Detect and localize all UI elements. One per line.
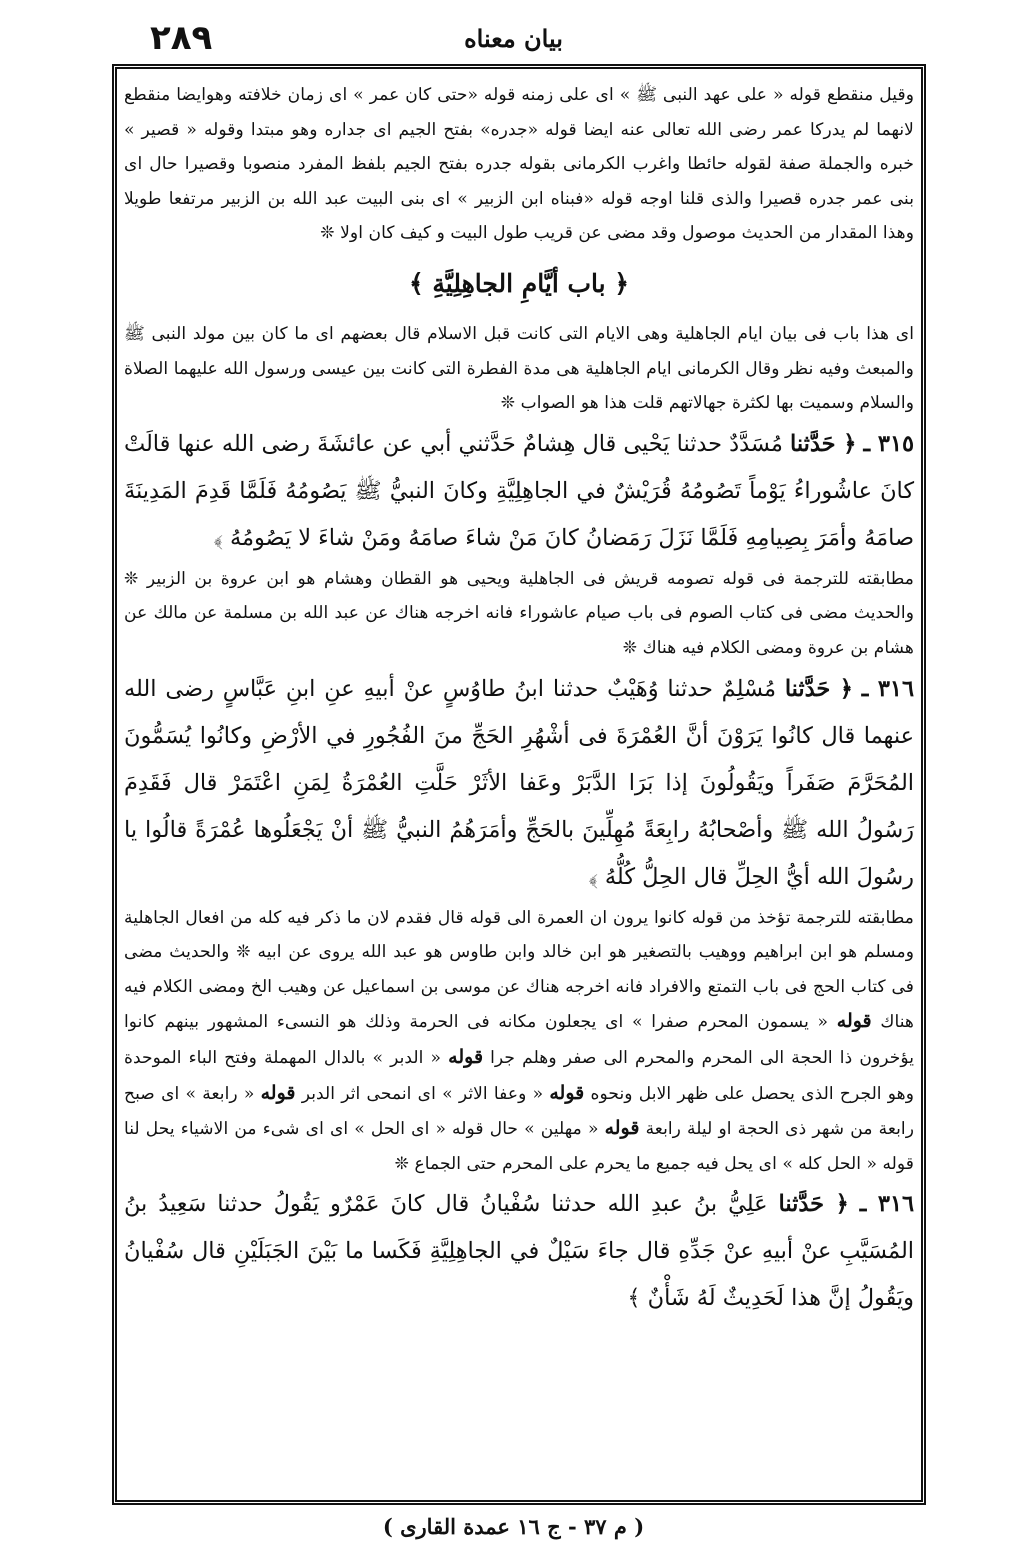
commentary-text: مطابقته للترجمة تؤخذ من قوله كانوا يرون ان العمرة الى قوله قال فقدم لان ما ذكر فيه كله من افعال الجاهلية ومسلم هو ابن ابراهيم ووهيب بالتصغير هو ابن خالد وابن طاوس هو عبد الله يروى عن ابيه ❊ والحديث مضى فى كتاب الحج فى باب التمتع والافراد فانه اخرجه هناك عن موسى بن اسماعيل عن وهيب الخ ومضى الكلام فيه هناك (124, 907, 914, 1033)
page-header (0, 14, 1027, 64)
commentary-paragraph: وقيل منقطع قوله « على عهد النبى ﷺ » اى على زمنه قوله «حتى كان عمر » اى زمان خلافته وهوايضا منقطع لانهما لم يدركا عمر رضى الله تعالى عنه ايضا قوله «جدره» بفتح الجيم اى جداره وهو مبتدا وقوله « قصير » خبره والجملة صفة لقوله حائطا واغرب الكرمانى بقوله جدره بفتح الجيم بلفظ المفرد منصوبا وقصيرا حال اى بنى عمر جدره قصيرا والذى قلنا اوجه قوله «فبناه ابن الزبير » اى بنى البيت عبد الله بن الزبير مرتفعا طويلا وهذا المقدار من الحديث موصول وقد مضى عن قريب طول البيت و كيف كان اولا ❊ (124, 85, 914, 244)
hadith-text: مُسْلِمٌ حدثنا وُهَيْبٌ حدثنا ابنُ طاوُسٍ عنْ أبيهِ عنِ ابنِ عَبَّاسٍ رضى الله عنهما قال كانُوا يَرَوْنَ أنَّ العُمْرَةَ فى أشْهُرِ الحَجِّ منَ الفُجُورِ في الأرْضِ وكانُوا يُسَمُّونَ المُحَرَّمَ صَفَراً ويَقُولُونَ إذا بَرَا الدَّبَرْ وعَفا الأثَرْ حَلَّتِ العُمْرَةُ لِمَنِ اعْتَمَرْ قال فَقَدِمَ رَسُولُ الله ﷺ وأصْحابُهُ رابِعَةً مُهِلِّينَ بالحَجِّ وأمَرَهُمُ النبيُّ ﷺ أنْ يَجْعَلُوها عُمْرَةً قالُوا يا رسُولَ الله أيُّ الحِلِّ قال الحِلُّ كُلُّهُ ﴾ (124, 675, 914, 890)
hadith-316 (124, 666, 914, 901)
commentary-text: « وعفا الاثر » اى انمحى اثر الدبر (301, 1083, 544, 1104)
commentary-paragraph (124, 901, 914, 1182)
qawlahu-label: قوله (260, 1081, 296, 1104)
commentary-text: « الدبر » بالدال المهملة وفتح الباء الموحدة وهو الجرح الذى يحصل على ظهر الابل ونحوه (124, 1047, 915, 1104)
hadith-opening: ﴿ حَدَّثنا (784, 675, 853, 702)
commentary-text: « يسمون المحرم صفرا » اى يجعلون مكانه فى الحرمة وذلك هو النسىء المشهور بينهم كانوا يؤخرون ذا الحجة الى المحرم والمحرم الى صفر وهلم جرا (124, 1012, 915, 1068)
page-footer: ( م ٣٧ - ج ١٦ عمدة القارى ) (382, 1514, 645, 1539)
chapter-heading: ﴿ باب أيَّامِ الجاهِلِيَّةِ ﴾ (409, 268, 629, 298)
commentary-paragraph: مطابقته للترجمة فى قوله تصومه قريش فى الجاهلية ويحيى هو القطان وهشام هو ابن عروة بن الزبير ❊ والحديث مضى فى كتاب الصوم فى باب صيام عاشوراء فانه اخرجه هناك عن عبد الله بن مسلمة عن مالك عن هشام بن عروة ومضى الكلام فيه هناك ❊ (124, 568, 914, 658)
commentary-paragraph: اى هذا باب فى بيان ايام الجاهلية وهى الايام التى كانت قبل الاسلام قال بعضهم اى ما كان بين مولد النبى ﷺ والمبعث وفيه نظر وقال الكرمانى ايام الجاهلية هى مدة الفطرة التى كانت بين عيسى ورسول الله عليهما الصلاة والسلام وسميت بها لكثرة جهالاتهم قلت هذا هو الصواب ❊ (124, 323, 914, 414)
commentary-text: « مهلين » حال قوله « اى الحل » اى اى شىء من الاشياء يحل لنا قوله « الحل كله » اى يحل فيه جميع ما يحرم على المحرم حتى الجماع ❊ (124, 1119, 914, 1174)
hadith-number: ٣١٦ ـ (859, 1191, 915, 1218)
hadith-number: ٣١٦ ـ (861, 675, 914, 702)
hadith-opening: ﴿ حَدَّثنا (778, 1191, 849, 1218)
qawlahu-label: قوله (836, 1010, 872, 1033)
page-number: ٢٨٩ (150, 18, 213, 58)
qawlahu-label: قوله (549, 1081, 585, 1104)
hadith-317 (124, 1181, 914, 1322)
page-body (124, 78, 914, 1322)
hadith-315 (124, 421, 914, 562)
qawlahu-label: قوله (448, 1045, 484, 1068)
running-title: بيان معناه (464, 24, 563, 53)
hadith-number: ٣١٥ ـ (863, 430, 915, 457)
hadith-text: مُسَدَّدٌ حدثنا يَحْيى قال هِشامٌ حَدَّثني أبي عن عائشَةَ رضى الله عنها قالَتْ كانَ عاشُوراءُ يَوْماً تَصُومُهُ قُرَيْشٌ في الجاهِلِيَّةِ وكانَ النبيُّ ﷺ يَصُومُهُ فَلَمَّا قَدِمَ المَدِينَةَ صامَهُ وأمَرَ بِصِيامِهِ فَلَمَّا نَزَلَ رَمَضانُ كانَ مَنْ شاءَ صامَهُ ومَنْ شاءَ لا يَصُومُهُ ﴾ (124, 430, 914, 551)
qawlahu-label: قوله (604, 1117, 640, 1140)
commentary-text: « رابعة » اى صبح رابعة من شهر ذى الحجة او ليلة رابعة (124, 1083, 915, 1140)
hadith-opening: ﴿ حَدَّثنا (790, 430, 857, 457)
hadith-text: عَلِيُّ بنُ عبدِ الله حدثنا سُفْيانُ قال كانَ عَمْرٌو يَقُولُ حدثنا سَعِيدُ بنُ المُسَيَّبِ عنْ أبيهِ عنْ جَدِّهِ قال جاءَ سَيْلٌ في الجاهِلِيَّةِ فَكَسا ما بَيْنَ الجَبَلَيْنِ قال سُفْيانُ ويَقُولُ إنَّ هذا لَحَدِيثٌ لَهُ شَأْنٌ ﴾ (124, 1191, 914, 1312)
